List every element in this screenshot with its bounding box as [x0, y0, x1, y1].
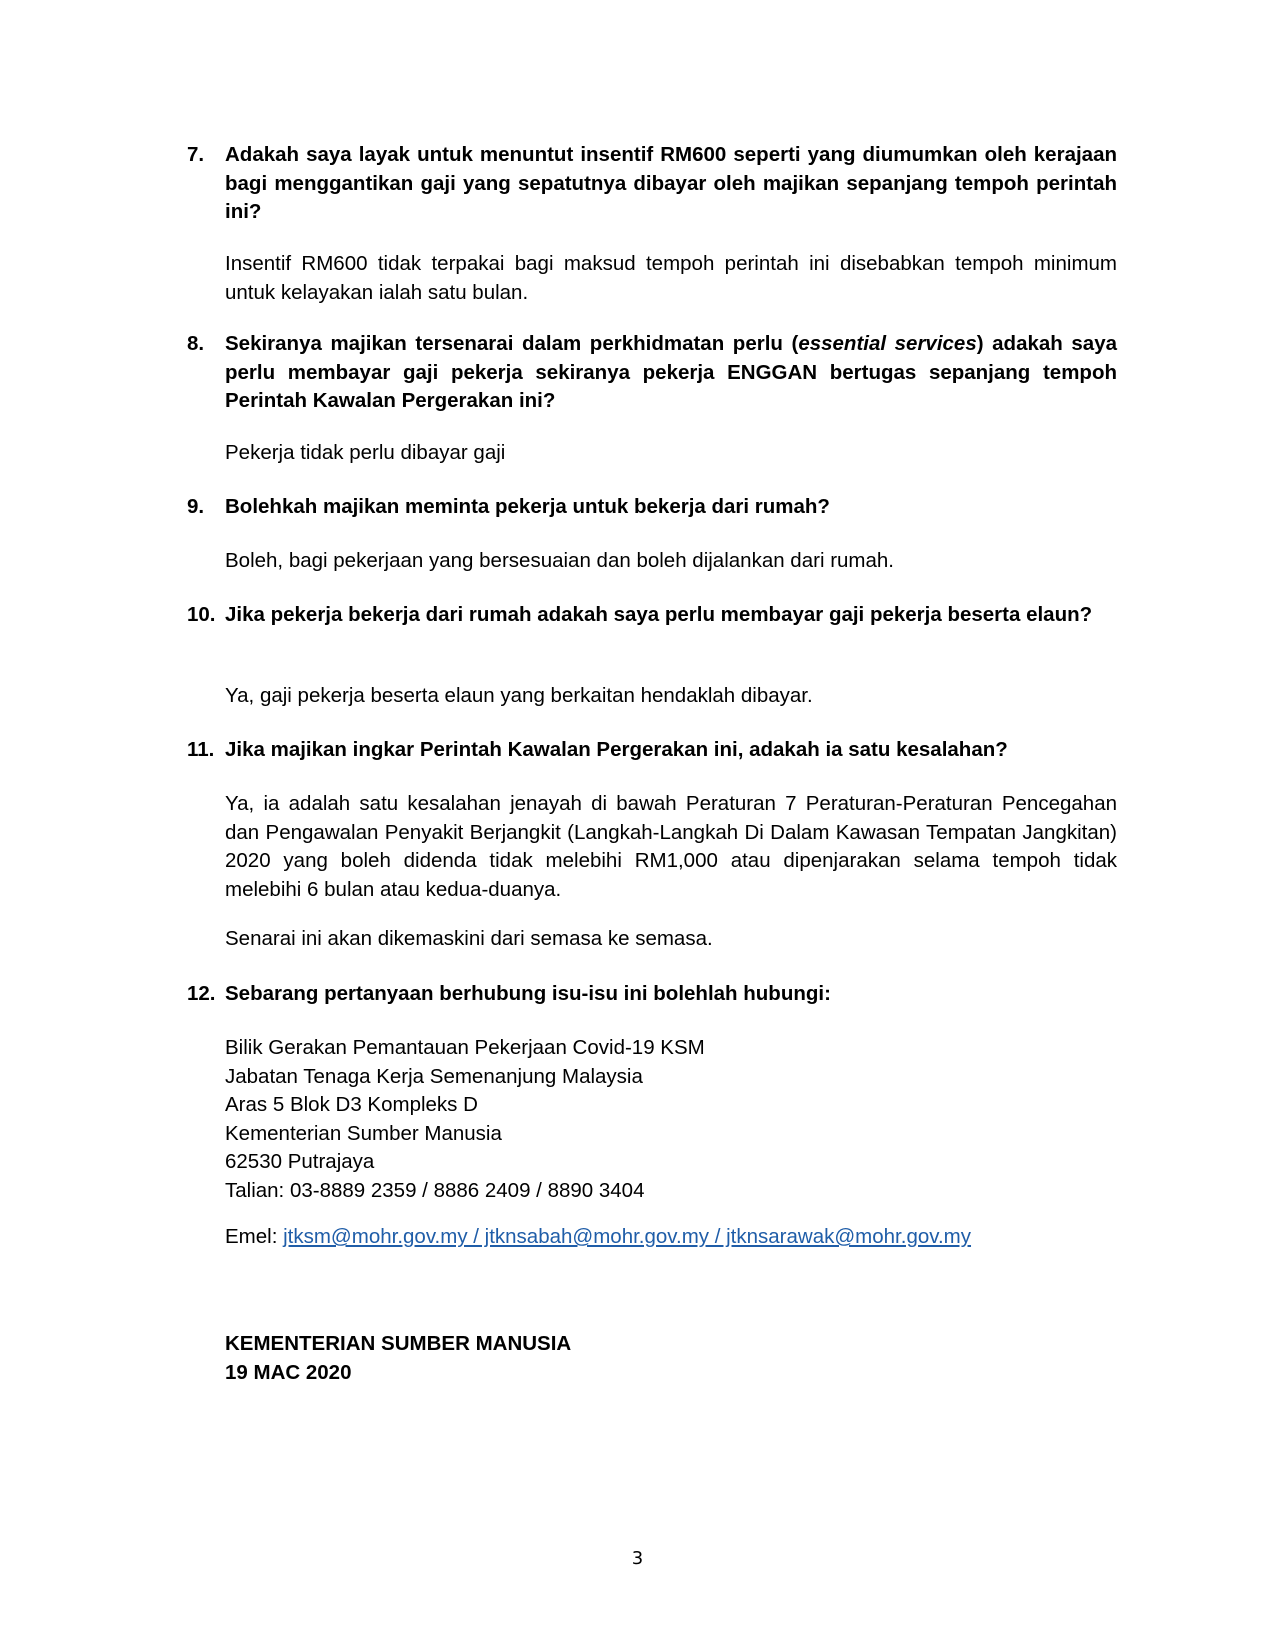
answer-10: Ya, gaji pekerja beserta elaun yang berkaitan hendaklah dibayar. — [225, 684, 813, 707]
answer-7: Insentif RM600 tidak terpakai bagi maksud tempoh perintah ini disebabkan tempoh minimum untuk kelayakan ialah satu bulan. — [225, 252, 1117, 304]
question-text-part: Sekiranya majikan tersenarai dalam perkhidmatan perlu ( — [225, 332, 799, 355]
address-line: Kementerian Sumber Manusia — [225, 1121, 502, 1145]
question-10 — [187, 601, 1117, 630]
question-12 — [187, 980, 1117, 1009]
question-number: 7. — [187, 143, 205, 166]
question-text: Bolehkah majikan meminta pekerja untuk bekerja dari rumah? — [225, 495, 830, 518]
question-9 — [187, 493, 1117, 522]
question-8 — [187, 330, 1117, 416]
question-number: 10. — [187, 603, 216, 626]
question-number: 8. — [187, 332, 205, 355]
question-text: Jika majikan ingkar Perintah Kawalan Pergerakan ini, adakah ia satu kesalahan? — [225, 738, 1008, 761]
question-text: Jika pekerja bekerja dari rumah adakah saya perlu membayar gaji pekerja beserta elaun? — [225, 603, 1093, 626]
signature-block — [225, 1330, 571, 1387]
answer-9: Boleh, bagi pekerjaan yang bersesuaian dan boleh dijalankan dari rumah. — [225, 549, 894, 572]
contact-address — [225, 1034, 1117, 1205]
address-line: Aras 5 Blok D3 Kompleks D — [225, 1093, 478, 1116]
question-text: Adakah saya layak untuk menuntut insentif RM600 seperti yang diumumkan oleh kerajaan bagi menggantikan gaji yang sepatutnya dibayar oleh majikan sepanjang tempoh perintah ini? — [225, 143, 1117, 223]
question-11 — [187, 736, 1117, 765]
question-number: 9. — [187, 495, 205, 518]
document-date: 19 MAC 2020 — [225, 1360, 352, 1384]
address-line: Bilik Gerakan Pemantauan Pekerjaan Covid-19 KSM — [225, 1036, 705, 1059]
question-7 — [187, 141, 1117, 227]
answer-8: Pekerja tidak perlu dibayar gaji — [225, 441, 506, 464]
address-line: 62530 Putrajaya — [225, 1150, 375, 1173]
email-label: Emel: — [225, 1225, 284, 1248]
question-text-part: ) adakah saya perlu membayar gaji pekerja sekiranya pekerja ENGGAN bertugas sepanjang tempoh Perintah Kawalan Pergerakan ini? — [225, 332, 1117, 412]
question-italic-term: essential services — [798, 332, 977, 355]
question-text: Sebarang pertanyaan berhubung isu-isu ini bolehlah hubungi: — [225, 982, 831, 1005]
email-links[interactable]: jtksm@mohr.gov.my / jtknsabah@mohr.gov.my / jtknsarawak@mohr.gov.my — [283, 1225, 972, 1248]
address-line: Jabatan Tenaga Kerja Semenanjung Malaysia — [225, 1064, 643, 1088]
phone-line: Talian: 03-8889 2359 / 8886 2409 / 8890 3404 — [225, 1178, 645, 1202]
answer-11: Ya, ia adalah satu kesalahan jenayah di bawah Peraturan 7 Peraturan-Peraturan Pencegahan dan Pengawalan Penyakit Berjangkit (Langkah-Langkah Di Dalam Kawasan Tempatan Jangkitan) 2020 yang boleh didenda tidak melebihi RM1,000 atau dipenjarakan selama tempoh tidak melebihi 6 bulan atau kedua-duanya. — [225, 792, 1117, 901]
email-line — [225, 1223, 1117, 1252]
organization-name: KEMENTERIAN SUMBER MANUSIA — [225, 1332, 572, 1355]
page-number: 3 — [631, 1548, 644, 1569]
update-note: Senarai ini akan dikemaskini dari semasa ke semasa. — [225, 927, 713, 950]
question-number: 12. — [187, 982, 216, 1005]
question-number: 11. — [187, 738, 215, 761]
question-text — [225, 330, 1117, 416]
